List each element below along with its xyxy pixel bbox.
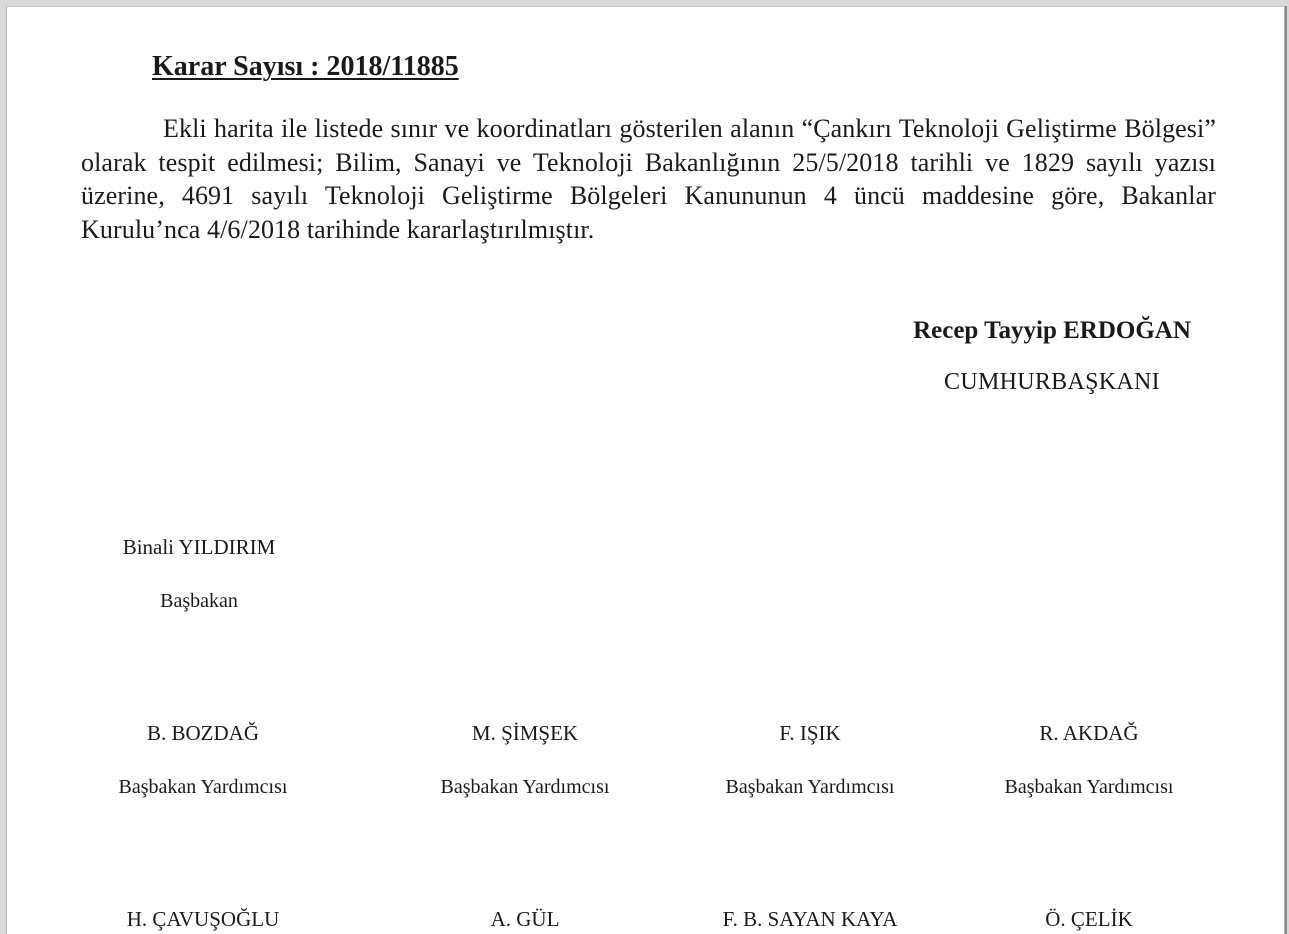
signatory-name: Ö. ÇELİK	[1045, 907, 1133, 931]
signature-block	[660, 721, 960, 799]
signatory-name: H. ÇAVUŞOĞLU	[126, 907, 280, 931]
signatory-name: F. IŞIK	[779, 721, 841, 745]
signature-block	[375, 907, 675, 932]
signature-block	[660, 907, 960, 932]
signature-block	[939, 721, 1239, 799]
signatory-name: A. GÜL	[490, 907, 560, 931]
president-name: Recep Tayyip ERDOĞAN	[913, 317, 1191, 344]
signatory-name: M. ŞİMŞEK	[471, 721, 579, 745]
decision-body-text: Ekli harita ile listede sınır ve koordinatları gösterilen alanın “Çankırı Teknoloji Geliştirme Bölgesi” olarak tespit edilmesi; Bilim, Sanayi ve Teknoloji Bakanlığının 25/5/2018 tarihli ve 1829 sayılı yazısı üzerine, 4691 sayılı Teknoloji Geliştirme Bölgeleri Kanununun 4 üncü maddesine göre, Bakanlar Kurulu’nca 4/6/2018 tarihinde kararlaştırılmıştır.	[81, 114, 1216, 244]
signatory-name: B. BOZDAĞ	[146, 721, 259, 745]
signatory-title: Başbakan Yardımcısı	[1004, 776, 1174, 798]
signatory-title: Başbakan Yardımcısı	[725, 776, 895, 798]
decision-number: Karar Sayısı : 2018/11885	[152, 51, 459, 82]
signature-block	[939, 907, 1239, 932]
signatory-title: Başbakan Yardımcısı	[118, 776, 288, 798]
signature-block	[53, 907, 353, 932]
document-page	[6, 6, 1285, 934]
signatory-name: Binali YILDIRIM	[122, 535, 276, 559]
signatory-name: F. B. SAYAN KAYA	[722, 907, 898, 931]
signatory-title: Başbakan Yardımcısı	[440, 776, 610, 798]
signature-prime-minister	[49, 535, 349, 613]
president-title: CUMHURBAŞKANI	[944, 369, 1160, 395]
signature-block	[53, 721, 353, 799]
signatory-name: R. AKDAĞ	[1039, 721, 1139, 745]
signature-block	[375, 721, 675, 799]
signatory-title: Başbakan	[160, 590, 238, 612]
